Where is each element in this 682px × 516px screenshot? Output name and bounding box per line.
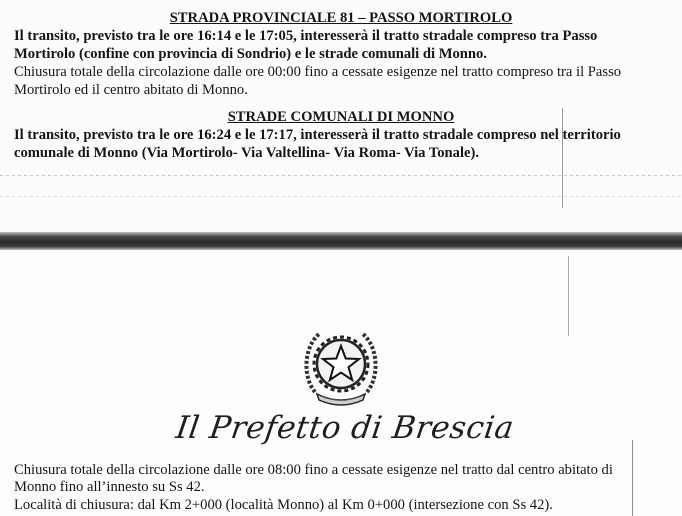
scan-artifact	[0, 196, 682, 197]
text-line: Chiusura totale della circolazione dalle ore 00:00 fino a cessate esigenze nel tratto compreso tra il Passo	[14, 64, 622, 80]
emblem-of-italy-icon	[299, 320, 383, 406]
text-line: Località di chiusura: dal Km 2+000 (località Monno) al Km 0+000 (intersezione con Ss 42).	[14, 497, 553, 513]
text-line: Il transito, previsto tra le ore 16:14 e le 17:05, interesserà il tratto stradale compreso tra Passo	[14, 28, 598, 44]
text-line: Il transito, previsto tra le ore 16:24 e le 17:17, interesserà il tratto stradale compreso nel territorio	[14, 127, 621, 143]
text-line: Mortirolo ed il centro abitato di Monno.	[14, 82, 248, 98]
signature-prefetto-di-brescia: Il Prefetto di Brescia	[173, 410, 517, 446]
text-line: comunale di Monno (Via Mortirolo- Via Valtellina- Via Roma- Via Tonale).	[14, 145, 479, 161]
section-heading-monno: STRADE COMUNALI DI MONNO	[227, 109, 455, 125]
text-line: Monno fino all’innesto su Ss 42.	[14, 479, 205, 495]
section-heading-sp81: STRADA PROVINCIALE 81 – PASSO MORTIROLO	[169, 10, 513, 26]
text-line: Mortirolo (confine con provincia di Sondrio) e le strade comunali di Monno.	[14, 46, 487, 62]
scan-artifact	[568, 256, 569, 336]
page-separator-band	[0, 232, 682, 250]
emblem-of-italy-icon	[299, 320, 383, 406]
scan-artifact	[0, 175, 682, 176]
text-line: Chiusura totale della circolazione dalle ore 08:00 fino a cessate esigenze nel tratto dal centro abitato di	[14, 462, 613, 478]
